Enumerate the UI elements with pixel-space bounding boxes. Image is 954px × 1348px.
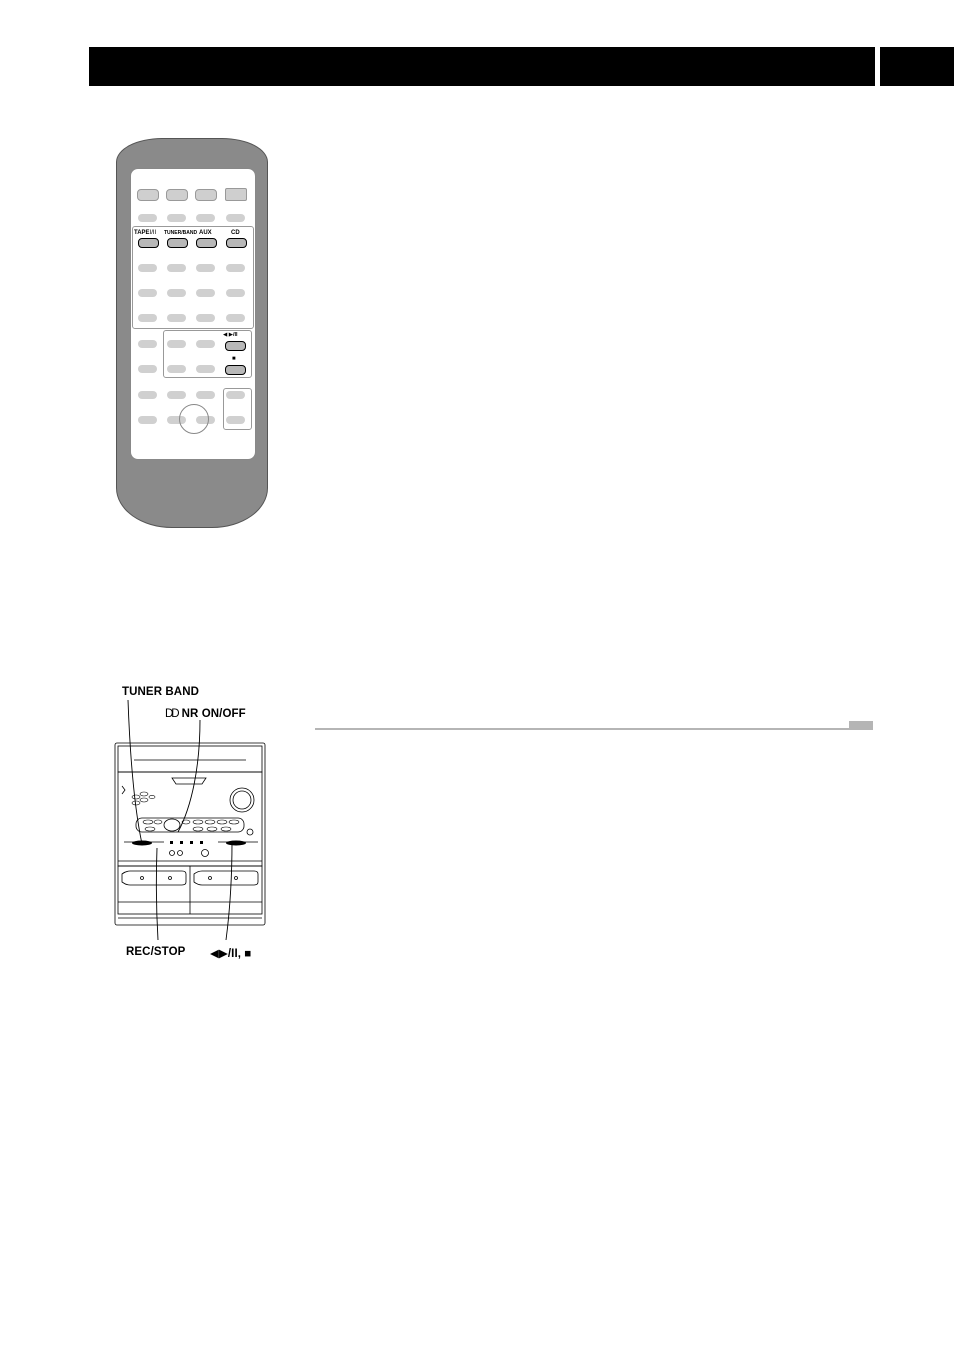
remote-cd-button: [226, 238, 247, 248]
tuner-band-label: TUNER BAND: [122, 686, 200, 698]
remote-button: [226, 214, 245, 222]
remote-button: [195, 189, 217, 201]
remote-button: [167, 391, 186, 399]
remote-button: [138, 391, 157, 399]
remote-stop-button: [225, 365, 246, 375]
header-page-tab: [880, 47, 954, 86]
remote-button: [196, 340, 215, 348]
remote-aux-button: [196, 238, 217, 248]
remote-button: [225, 188, 247, 201]
remote-tuner-band-button: [167, 238, 188, 248]
remote-button: [226, 416, 245, 424]
callout-leader-lines: [120, 696, 260, 950]
remote-button: [138, 340, 157, 348]
remote-stop-label: ■: [232, 356, 236, 362]
remote-button: [196, 264, 215, 272]
nr-on-off-label: DD NR ON/OFF: [165, 708, 246, 720]
remote-button: [138, 264, 157, 272]
remote-button: [196, 289, 215, 297]
remote-button: [196, 314, 215, 322]
remote-button: [167, 289, 186, 297]
remote-button: [167, 264, 186, 272]
remote-button: [226, 289, 245, 297]
remote-tape-button: [138, 238, 159, 248]
volume-dial: [179, 404, 209, 434]
remote-button: [196, 365, 215, 373]
remote-button: [138, 314, 157, 322]
remote-play-pause-label: ◀ ▶/II: [223, 332, 238, 338]
remote-button: [137, 189, 159, 201]
remote-tuner-band-label: TUNER/BAND: [164, 230, 198, 236]
remote-button: [166, 189, 188, 201]
remote-button: [226, 264, 245, 272]
remote-button: [138, 365, 157, 373]
play-stop-label: ◀▶/II, ■: [210, 948, 252, 960]
remote-tape-label: TAPEI/II: [134, 230, 157, 236]
remote-button: [226, 314, 245, 322]
remote-button: [226, 391, 245, 399]
section-divider-tab: [849, 721, 873, 730]
remote-button: [138, 289, 157, 297]
remote-play-pause-button: [225, 341, 246, 351]
remote-button: [167, 214, 186, 222]
remote-button: [196, 391, 215, 399]
dolby-nr-icon: DD: [165, 708, 178, 720]
remote-button: [196, 214, 215, 222]
rec-stop-label: REC/STOP: [126, 946, 186, 958]
remote-button: [138, 416, 157, 424]
remote-button: [167, 340, 186, 348]
header-bar: [89, 47, 875, 86]
remote-button: [167, 365, 186, 373]
remote-aux-label: AUX: [199, 230, 212, 236]
remote-cd-label: CD: [231, 230, 240, 236]
remote-button: [138, 214, 157, 222]
remote-keypad: [130, 168, 256, 460]
section-divider: [315, 728, 849, 730]
remote-button: [167, 314, 186, 322]
